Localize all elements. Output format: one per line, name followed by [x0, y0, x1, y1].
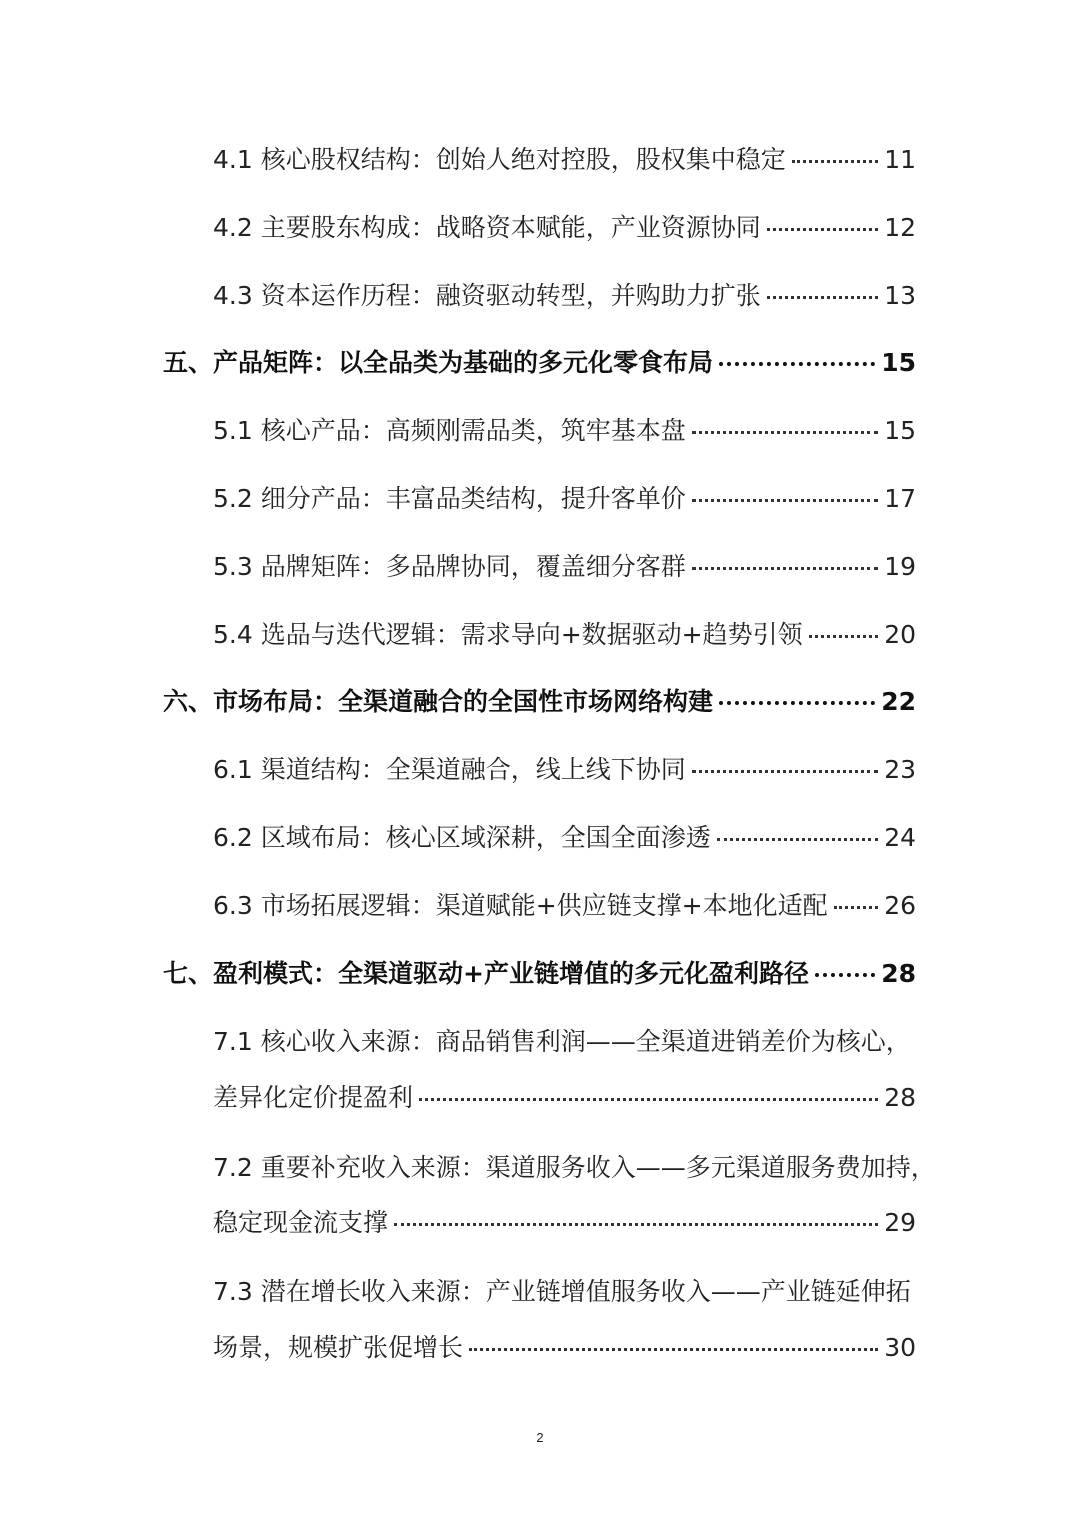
page-number: 2 — [536, 1430, 544, 1445]
toc-chapter-7[interactable] — [163, 954, 916, 990]
toc-chapter-title: 六、市场布局：全渠道融合的全国性市场网络构建 — [163, 687, 714, 716]
toc-entry-title: 5.3 品牌矩阵：多品牌协同，覆盖细分客群 — [213, 552, 686, 581]
toc-entry-title: 5.1 核心产品：高频刚需品类，筑牢基本盘 — [213, 416, 686, 445]
toc-entry-page: 20 — [884, 620, 916, 649]
toc-entry-5-1[interactable] — [213, 411, 916, 447]
dot-leader — [834, 906, 879, 909]
toc-chapter-6[interactable] — [163, 682, 916, 718]
dot-leader — [692, 499, 878, 502]
toc-entry-7-2-line1[interactable]: 7.2 重要补充收入来源：渠道服务收入——多元渠道服务费加持， — [213, 1153, 936, 1182]
toc-chapter-page: 28 — [881, 959, 916, 988]
toc-entry-7-1[interactable] — [213, 1078, 916, 1114]
toc-entry-title: 差异化定价提盈利 — [213, 1083, 414, 1112]
dot-leader — [767, 228, 878, 231]
toc-entry-7-3[interactable] — [213, 1328, 916, 1364]
toc-entry-5-4[interactable] — [213, 615, 916, 651]
toc-entry-title: 4.2 主要股东构成：战略资本赋能，产业资源协同 — [213, 213, 761, 242]
toc-entry-page: 23 — [884, 755, 916, 784]
toc-entry-page: 24 — [884, 823, 916, 852]
toc-entry-page: 30 — [884, 1333, 916, 1362]
toc-entry-title: 6.1 渠道结构：全渠道融合，线上线下协同 — [213, 755, 686, 784]
toc-chapter-title: 五、产品矩阵：以全品类为基础的多元化零食布局 — [163, 348, 714, 377]
toc-entry-page: 17 — [884, 484, 916, 513]
toc-chapter-5[interactable] — [163, 343, 916, 379]
dot-leader — [692, 567, 878, 570]
toc-chapter-title: 七、盈利模式：全渠道驱动+产业链增值的多元化盈利路径 — [163, 959, 809, 988]
dot-leader — [767, 296, 878, 299]
dot-leader — [717, 838, 878, 841]
dot-leader — [792, 160, 878, 163]
toc-entry-title: 场景，规模扩张促增长 — [213, 1333, 464, 1362]
dot-leader — [809, 635, 879, 638]
dot-leader — [419, 1098, 878, 1101]
toc-chapter-page: 22 — [881, 687, 916, 716]
toc-entry-title: 6.3 市场拓展逻辑：渠道赋能+供应链支撑+本地化适配 — [213, 891, 828, 920]
toc-entry-7-1-line1[interactable]: 7.1 核心收入来源：商品销售利润——全渠道进销差价为核心， — [213, 1027, 911, 1056]
dot-leader — [815, 973, 875, 977]
toc-entry-page: 19 — [884, 552, 916, 581]
toc-entry-page: 15 — [884, 416, 916, 445]
toc-entry-page: 29 — [884, 1208, 916, 1237]
toc-entry-page: 26 — [884, 891, 916, 920]
dot-leader — [692, 431, 878, 434]
dot-leader — [394, 1223, 878, 1226]
toc-entry-6-3[interactable] — [213, 886, 916, 922]
toc-entry-page: 28 — [884, 1083, 916, 1112]
toc-entry-title: 稳定现金流支撑 — [213, 1208, 389, 1237]
toc-entry-4-3[interactable] — [213, 276, 916, 312]
toc-entry-title: 5.2 细分产品：丰富品类结构，提升客单价 — [213, 484, 686, 513]
dot-leader — [719, 362, 875, 366]
toc-chapter-page: 15 — [881, 348, 916, 377]
toc-entry-6-1[interactable] — [213, 750, 916, 786]
toc-entry-page: 13 — [884, 281, 916, 310]
toc-entry-title: 6.2 区域布局：核心区域深耕，全国全面渗透 — [213, 823, 711, 852]
toc-entry-title: 4.3 资本运作历程：融资驱动转型，并购助力扩张 — [213, 281, 761, 310]
dot-leader — [692, 770, 878, 773]
dot-leader — [719, 701, 875, 705]
toc-entry-page: 12 — [884, 213, 916, 242]
toc-entry-5-2[interactable] — [213, 479, 916, 515]
toc-entry-4-1[interactable] — [213, 140, 916, 176]
toc-entry-7-2[interactable] — [213, 1203, 916, 1239]
toc-entry-title: 4.1 核心股权结构：创始人绝对控股，股权集中稳定 — [213, 145, 786, 174]
toc-entry-5-3[interactable] — [213, 547, 916, 583]
toc-entry-6-2[interactable] — [213, 818, 916, 854]
toc-entry-7-3-line1[interactable]: 7.3 潜在增长收入来源：产业链增值服务收入——产业链延伸拓 — [213, 1277, 911, 1306]
toc-entry-page: 11 — [884, 145, 916, 174]
dot-leader — [469, 1348, 878, 1351]
toc-entry-title: 5.4 选品与迭代逻辑：需求导向+数据驱动+趋势引领 — [213, 620, 803, 649]
toc-entry-4-2[interactable] — [213, 208, 916, 244]
